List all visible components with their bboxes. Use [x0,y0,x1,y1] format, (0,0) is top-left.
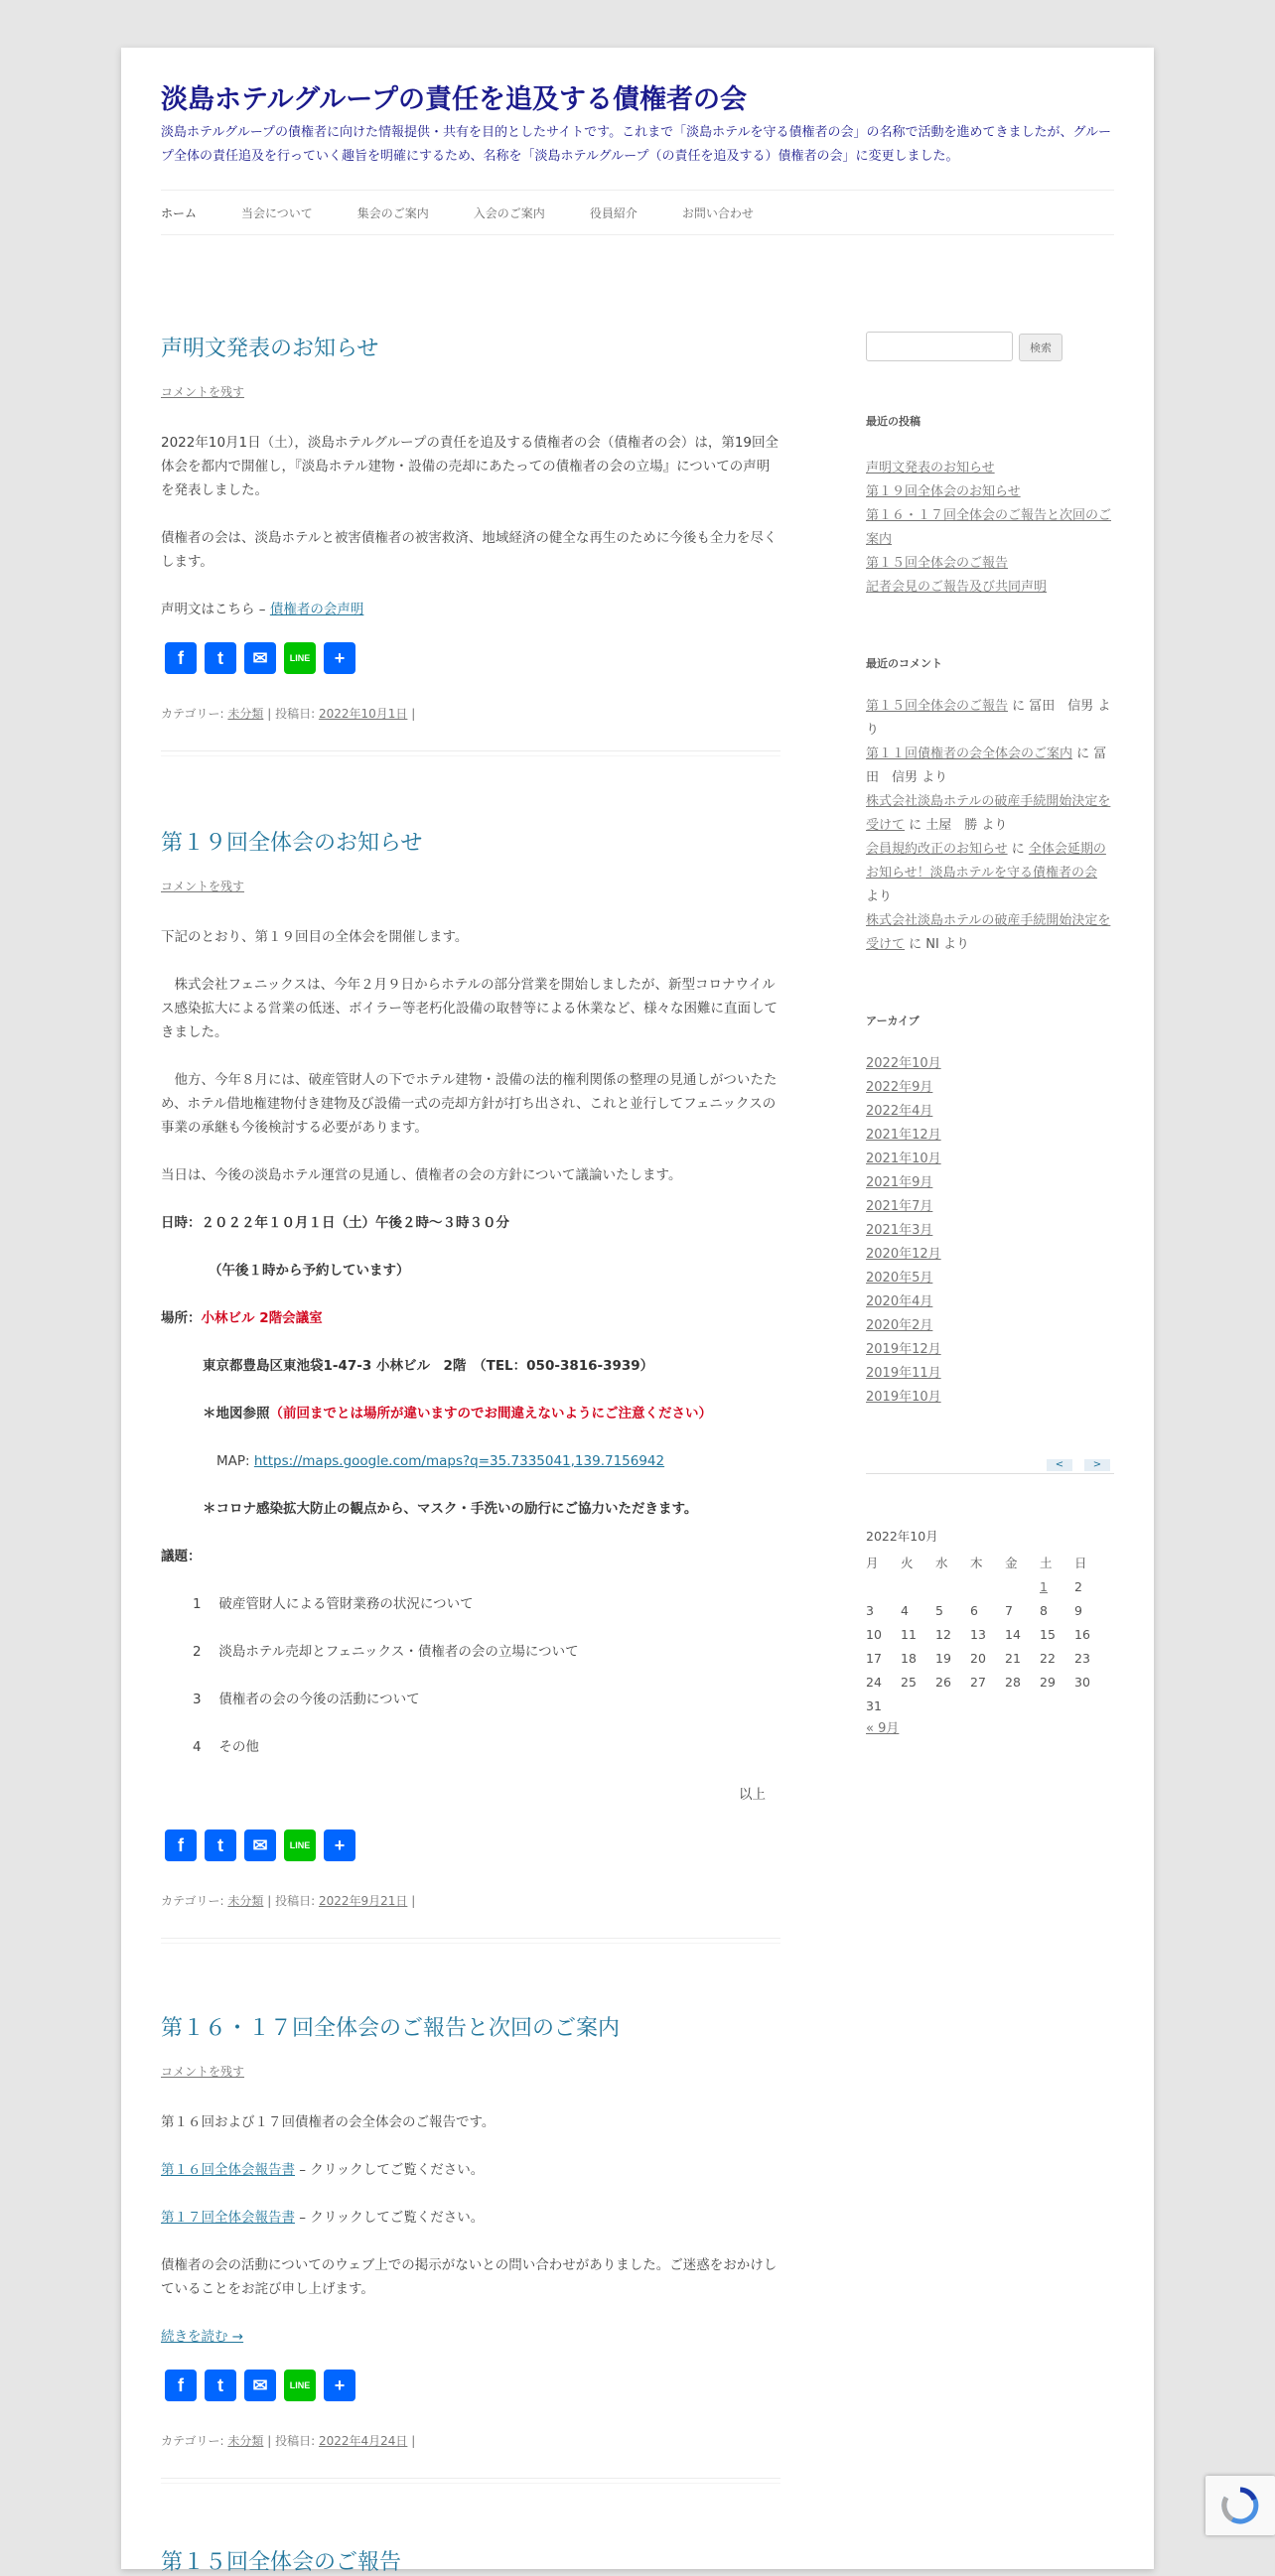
post-paragraph: 債権者の会は、淡島ホテルと被害債権者の被害救済、地域経済の健全な再生のために今後も全力を尽くします。 [161,530,778,570]
list-item: 第１１回債権者の会全体会のご案内 に 冨田 信男 より [866,746,1107,785]
recent-post-link[interactable]: 第１９回全体会のお知らせ [866,484,1021,499]
recaptcha-badge[interactable] [1205,2476,1275,2535]
post-title[interactable]: 声明文発表のお知らせ [161,337,379,361]
facebook-icon[interactable]: f [165,1830,197,1861]
calendar-day [866,1574,901,1598]
list-item [866,457,1114,480]
post-paragraph: 2022年10月1日（土），淡島ホテルグループの責任を追及する債権者の会（債権者の会）は，第19回全体会を都内で開催し，『淡島ホテル建物・設備の売却にあたっての債権者の会の立場』についての声明を発表しました。 [161,435,779,498]
report-17-link[interactable]: 第１７回全体会報告書 [161,2210,295,2226]
recent-post-link[interactable]: 声明文発表のお知らせ [866,461,995,475]
share-buttons [165,2370,355,2401]
list-item [866,504,1114,552]
agenda-label: 議題： [161,1549,202,1564]
calendar-day: 19 [935,1650,951,1666]
list-item [866,1243,1114,1267]
calendar-day: 8 [1040,1602,1048,1618]
archive-link[interactable]: 2020年12月 [866,1247,941,1262]
main-nav [161,190,1114,235]
category-link[interactable]: 未分類 [227,707,264,721]
archive-link[interactable]: 2021年7月 [866,1199,933,1214]
twitter-icon[interactable]: t [205,2370,236,2401]
post-paragraph: 声明文はこちら – 債権者の会声明 [161,602,364,617]
post-paragraph: 債権者の会の活動についてのウェブ上での掲示がないとの問い合わせがありました。ご迷惑をおかけしていることをお詫び申し上げます。 [161,2257,778,2297]
archive-link[interactable]: 2020年4月 [866,1294,933,1309]
list-item [866,1195,1114,1219]
list-item [866,552,1114,576]
calendar-weekday: 木 [970,1556,983,1570]
list-item [866,1219,1114,1243]
calendar-day: 17 [866,1650,882,1666]
search-button[interactable]: 検索 [1019,334,1062,361]
archive-link[interactable]: 2020年2月 [866,1318,933,1333]
nav-join[interactable]: 入会のご案内 [473,205,545,220]
recent-posts-title: 最近の投稿 [866,415,921,428]
archive-title: アーカイブ [866,1015,920,1027]
calendar-day [970,1574,1005,1598]
report-16-link[interactable]: 第１６回全体会報告書 [161,2162,295,2178]
calendar-prev-month-link[interactable]: « 9月 [866,1721,900,1736]
statement-link[interactable]: 債権者の会声明 [269,602,364,617]
comment-post-link[interactable]: 会員規約改正のお知らせ [866,842,1008,857]
calendar-nav [866,1459,1114,1474]
list-item [866,1148,1114,1171]
comment-post-link[interactable]: 第１５回全体会のご報告 [866,699,1009,714]
calendar-weekday: 土 [1040,1556,1053,1570]
leave-comment-link[interactable]: コメントを残す [161,880,245,893]
calendar-day: 2 [1074,1578,1082,1594]
comment-post-link[interactable]: 株式会社淡島ホテルの破産手続開始決定を受けて [866,794,1111,833]
list-item [866,576,1114,600]
calendar-day [1040,1574,1074,1598]
closing-text: 以上 [739,1787,766,1803]
leave-comment-link[interactable]: コメントを残す [161,2065,245,2079]
category-link[interactable]: 未分類 [227,2434,264,2448]
date-link[interactable]: 2022年4月24日 [318,2434,408,2448]
calendar-day: 30 [1074,1674,1090,1690]
calendar-day: 23 [1074,1650,1090,1666]
post-paragraph: 下記のとおり、第１９回目の全体会を開催します。 [161,929,469,945]
nav-about[interactable]: 当会について [241,205,313,220]
meeting-address: 東京都豊島区東池袋1-47-3 小林ビル 2階 （TEL：050-3816-3939） [203,1358,654,1374]
calendar-day: 12 [935,1626,951,1642]
calendar-day: 6 [970,1602,978,1618]
post-paragraph: 第１６回全体会報告書 – クリックしてご覧ください。 [161,2162,485,2178]
agenda-item: 2 淡島ホテル売却とフェニックス・債権者の会の立場について [193,1644,579,1660]
site-title[interactable]: 淡島ホテルグループの責任を追及する債権者の会 [161,84,747,115]
calendar-day: 9 [1074,1602,1082,1618]
calendar-day [1005,1574,1040,1598]
calendar-weekday: 金 [1005,1556,1018,1570]
post-meta: カテゴリー: 未分類 | 投稿日: 2022年4月24日 | [161,2434,416,2448]
recent-post-link[interactable]: 第１６・１７回全体会のご報告と次回のご案内 [866,508,1112,547]
calendar-day [1040,1694,1074,1717]
calendar-day [935,1574,970,1598]
comment-post-link[interactable]: 株式会社淡島ホテルの破産手続開始決定を受けて [866,913,1111,952]
archive-link[interactable]: 2022年9月 [866,1080,933,1095]
archive-link[interactable]: 2020年5月 [866,1271,933,1286]
nav-meetings[interactable]: 集会のご案内 [356,205,429,220]
nav-home[interactable]: ホーム [161,205,198,220]
email-icon[interactable]: ✉ [244,2370,276,2401]
facebook-icon[interactable]: f [165,642,197,674]
calendar-day: 22 [1040,1650,1056,1666]
search-input[interactable] [866,332,1013,361]
meeting-date: 日時：２０２２年１０月１日（土）午後２時～３時３０分 [161,1215,509,1231]
calendar-day: 28 [1005,1674,1021,1690]
post-paragraph: 他方、今年８月には、破産管財人の下でホテル建物・設備の法的権利関係の整理の見通しがついたため、ホテル借地権建物付き建物及び設備一式の売却方針が打ち出され、これと並行してフェニックスの事業の承継も今後検討する必要があります。 [161,1072,778,1136]
post-separator [161,750,780,756]
list-item [866,1362,1114,1386]
facebook-icon[interactable]: f [165,2370,197,2401]
calendar-weekday: 月 [866,1556,879,1570]
share-buttons [165,642,355,674]
calendar-day: 3 [866,1602,874,1618]
recent-post-link[interactable]: 第１５回全体会のご報告 [866,556,1009,571]
calendar-weekday: 日 [1074,1556,1087,1570]
archive-link[interactable]: 2022年10月 [866,1056,941,1071]
agenda-item: 3 債権者の会の今後の活動について [193,1692,420,1707]
post-paragraph [161,2325,780,2349]
calendar-caption: 2022年10月 [866,1529,938,1544]
map-reference: ＊地図参照（前回までとは場所が違いますのでお間違えないようにご注意ください） [203,1406,712,1422]
post-title[interactable]: 第１５回全体会のご報告 [161,2550,402,2575]
date-link[interactable]: 2022年10月1日 [318,707,408,721]
recent-post-link[interactable]: 記者会見のご報告及び共同声明 [866,580,1048,595]
list-item: 会員規約改正のお知らせ に 全体会延期のお知らせ！淡島ホテルを守る債権者の会 より [866,842,1106,904]
calendar-day: 26 [935,1674,951,1690]
calendar-day: 4 [901,1602,909,1618]
comment-author-link[interactable]: 全体会延期のお知らせ！淡島ホテルを守る債権者の会 [866,842,1106,881]
page-container [121,48,1154,2575]
calendar-day: 14 [1005,1626,1021,1642]
calendar-day: 11 [901,1626,917,1642]
archive-link[interactable]: 2019年10月 [866,1390,941,1405]
calendar-day: 16 [1074,1626,1090,1642]
post-title[interactable]: 第１６・１７回全体会のご報告と次回のご案内 [161,2016,621,2041]
calendar-day [1074,1694,1109,1717]
calendar-day: 31 [866,1697,882,1713]
calendar [866,1527,1109,1717]
list-item [866,1171,1114,1195]
list-item [866,1052,1114,1076]
share-icon[interactable]: + [324,1830,355,1861]
nav-contact[interactable]: お問い合わせ [681,205,754,220]
calendar-day [935,1694,970,1717]
calendar-prev-button[interactable]: < [1047,1459,1072,1471]
list-item [866,1314,1114,1338]
list-item [866,1267,1114,1290]
share-icon[interactable]: + [324,642,355,674]
list-item: 株式会社淡島ホテルの破産手続開始決定を受けて に NI より [866,913,1111,952]
post-paragraph: 第１６回および１７回債権者の会全体会のご報告です。 [161,2114,496,2130]
list-item: 株式会社淡島ホテルの破産手続開始決定を受けて に 土屋 勝 より [866,794,1111,833]
list-item [866,480,1114,504]
archive-link[interactable]: 2021年3月 [866,1223,933,1238]
post-paragraph: 当日は、今後の淡島ホテル運営の見通し、債権者の会の方針について議論いたします。 [161,1167,682,1183]
twitter-icon[interactable]: t [205,642,236,674]
read-more-link[interactable]: 続きを読む → [161,2329,244,2345]
calendar-day: 13 [970,1626,986,1642]
recaptcha-icon [1218,2484,1262,2527]
calendar-day: 18 [901,1650,917,1666]
archive-link[interactable]: 2019年11月 [866,1366,941,1381]
date-link[interactable]: 2022年9月21日 [318,1894,408,1908]
calendar-day: 20 [970,1650,986,1666]
recent-comments-list [866,695,1114,957]
post-paragraph: 株式会社フェニックスは、今年２月９日からホテルの部分営業を開始しましたが、新型コロナウイルス感染拡大による営業の低迷、ボイラー等老朽化設備の取替等による休業など、様々な困難に直面してきました。 [161,977,778,1040]
share-buttons [165,1830,355,1861]
calendar-day: 27 [970,1674,986,1690]
calendar-next-button[interactable]: > [1084,1459,1110,1471]
archive-link[interactable]: 2021年9月 [866,1175,933,1190]
calendar-weekday: 水 [935,1556,948,1570]
archive-link[interactable]: 2021年12月 [866,1128,941,1143]
post-separator [161,1938,780,1944]
comment-post-link[interactable]: 第１１回債権者の会全体会のご案内 [866,746,1073,761]
share-icon[interactable]: + [324,2370,355,2401]
post-meta: カテゴリー: 未分類 | 投稿日: 2022年9月21日 | [161,1894,416,1908]
post-meta: カテゴリー: 未分類 | 投稿日: 2022年10月1日 | [161,707,416,721]
calendar-day: 29 [1040,1674,1056,1690]
calendar-day [901,1574,935,1598]
line-icon[interactable]: LINE [284,1830,316,1861]
post-separator [161,2478,780,2484]
list-item [866,1386,1114,1410]
recent-comments-title: 最近のコメント [866,657,942,670]
email-icon[interactable]: ✉ [244,1830,276,1861]
calendar-day-link[interactable]: 1 [1040,1578,1048,1594]
list-item [866,1076,1114,1100]
reservation-note: （午後１時から予約しています） [209,1263,410,1279]
post-title[interactable]: 第１９回全体会のお知らせ [161,831,423,856]
calendar-day: 21 [1005,1650,1021,1666]
calendar-day: 15 [1040,1626,1056,1642]
calendar-weekday: 火 [901,1556,914,1570]
line-icon[interactable]: LINE [284,642,316,674]
calendar-day [970,1694,1005,1717]
recent-posts-list [866,457,1114,600]
post-paragraph: 第１７回全体会報告書 – クリックしてご覧ください。 [161,2210,485,2226]
email-icon[interactable]: ✉ [244,642,276,674]
archive-link[interactable]: 2022年4月 [866,1104,933,1119]
line-icon[interactable]: LINE [284,2370,316,2401]
calendar-day: 5 [935,1602,943,1618]
nav-officers[interactable]: 役員紹介 [589,205,638,220]
calendar-day [901,1694,935,1717]
list-item [866,1100,1114,1124]
meeting-place: 場所：小林ビル 2階会議室 [161,1310,323,1326]
list-item [866,1124,1114,1148]
leave-comment-link[interactable]: コメントを残す [161,385,245,399]
category-link[interactable]: 未分類 [227,1894,264,1908]
archive-link[interactable]: 2019年12月 [866,1342,941,1357]
list-item [866,1338,1114,1362]
list-item [866,1290,1114,1314]
twitter-icon[interactable]: t [205,1830,236,1861]
map-link[interactable]: https://maps.google.com/maps?q=35.7335041,139.7156942 [253,1453,665,1469]
list-item: 第１５回全体会のご報告 に 冨田 信男 より [866,699,1111,738]
agenda-item: 1 破産管財人による管財業務の状況について [193,1596,474,1612]
archive-link[interactable]: 2021年10月 [866,1152,941,1166]
calendar-day: 10 [866,1626,882,1642]
map-line: MAP: https://maps.google.com/maps?q=35.7335041,139.7156942 [216,1453,665,1469]
covid-note: ＊コロナ感染拡大防止の観点から、マスク・手洗いの励行にご協力いただきます。 [203,1501,698,1517]
calendar-day: 7 [1005,1602,1013,1618]
site-description: 淡島ホテルグループの債権者に向けた情報提供・共有を目的としたサイトです。これまで「淡島ホテルを守る債権者の会」の名称で活動を進めてきましたが、グループ全体の責任追及を行っていく趣旨を明確にするため、名称を「淡島ホテルグループ（の責任を追及する）債権者の会」に変更しました。 [161,125,1112,164]
calendar-day: 24 [866,1674,882,1690]
agenda-item: 4 その他 [193,1739,259,1755]
calendar-day [1005,1694,1040,1717]
archive-list [866,1052,1114,1410]
calendar-day: 25 [901,1674,917,1690]
